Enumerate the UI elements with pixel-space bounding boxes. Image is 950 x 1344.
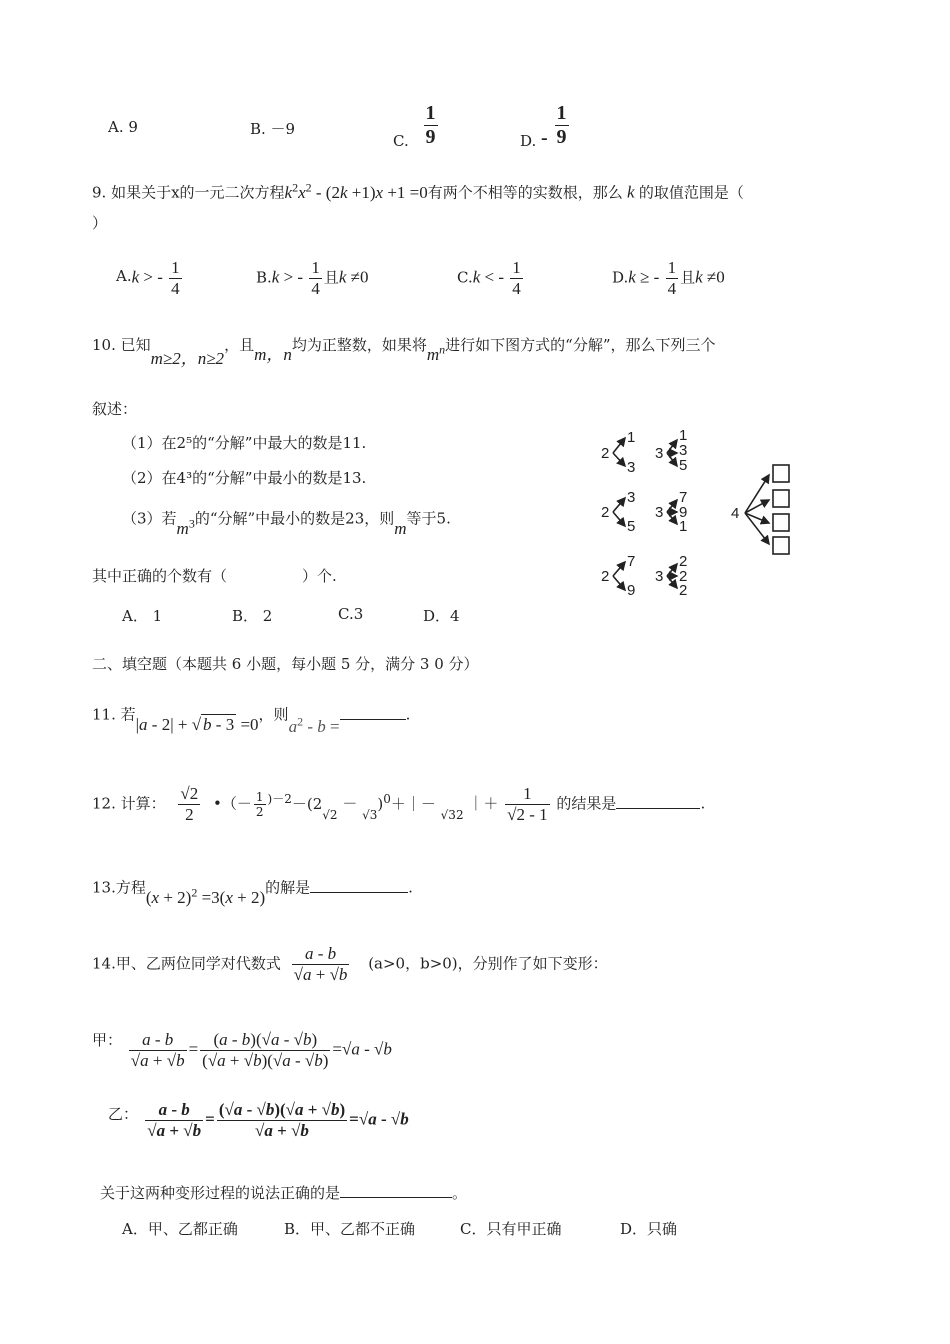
decomposition-figure <box>595 420 815 610</box>
q10-statement-2: （2）在4³的“分解”中最小的数是13. <box>122 469 367 487</box>
q8-option-b: B. －9 <box>250 120 296 138</box>
q9-stem-end: ） <box>92 214 108 232</box>
q14-yi: 乙： $\frac{a - b}{√a + √b}$ = $\frac{(√a - √b)(√a + √b)}{√a + √b}$ =√a - √b <box>108 1100 409 1140</box>
fig-num: 2 <box>679 553 688 570</box>
fig-base: 3 <box>655 445 664 462</box>
fig-num: 7 <box>627 553 636 570</box>
q14-stem: 14.甲、乙两位同学对代数式 $\frac{a - b}{√a + √b}$ (a>0，b>0)，分别作了如下变形： <box>92 944 608 984</box>
q14-option-a: A．甲、乙都正确 <box>122 1220 238 1238</box>
fig-num: 5 <box>679 457 688 474</box>
fig-num: 9 <box>627 582 636 599</box>
q10-statement-3: （3）若$m^3$的“分解”中最小的数是23，则m等于5. <box>122 509 451 538</box>
q10-question: 其中正确的个数有（ ）个. <box>92 567 337 585</box>
q10-narrative-label: 叙述： <box>92 400 138 418</box>
q14-jia: 甲： $\frac{a - b}{√a + √b}$ = $\frac{(a - b)(√a - √b)}{(√a + √b)(√a - √b)}$ =√a - √b <box>92 1030 392 1070</box>
q14-question: 关于这两种变形过程的说法正确的是 。 <box>100 1184 468 1202</box>
fig-base: 3 <box>655 568 664 585</box>
q11: 11. 若|a - 2| + √ b - 3 =0，则$a^2$ - b =. <box>92 705 411 736</box>
fig-base: 2 <box>601 568 610 585</box>
section-heading: 二、填空题（本题共 6 小题，每小题 5 分，满分 3 0 分） <box>92 655 479 673</box>
fig-num: 3 <box>627 459 636 476</box>
fig-base: 2 <box>601 504 610 521</box>
q10-statement-1: （1）在2⁵的“分解”中最大的数是11. <box>122 434 367 452</box>
q9-option-d: D.k ≥ - $\frac{1}{4}$ 且k ≠0 <box>612 258 725 298</box>
q10-stem: 10. 已知m≥2，n≥2，且m，n均为正整数，如果将$m^n$进行如下图方式的“分解”，那么下列三个 <box>92 336 716 368</box>
q10-option-a: A． 1 <box>122 607 163 625</box>
fig-num: 9 <box>679 504 688 521</box>
fig-num: 2 <box>679 582 688 599</box>
q10-option-b: B． 2 <box>232 607 273 625</box>
fig-num: 7 <box>679 489 688 506</box>
q9-stem: 9. 如果关于x的一元二次方程$k^2x^2 - (2k +1)x +1 =0$有两个不相等的实数根，那么 k 的取值范围是（ <box>92 180 744 202</box>
q8-option-c: C. $\frac{1}{9}$ <box>393 102 436 150</box>
q14-option-d: D．只确 <box>620 1220 678 1238</box>
q9-option-b: B.k > - $\frac{1}{4}$ 且k ≠0 <box>256 258 369 298</box>
fig-num: 2 <box>679 568 688 585</box>
fig-base: 2 <box>601 445 610 462</box>
fig-base: 4 <box>731 505 740 522</box>
q14-option-b: B．甲、乙都不正确 <box>284 1220 416 1238</box>
q8-option-d: D. - $\frac{1}{9}$ <box>520 102 567 150</box>
q14-option-c: C．只有甲正确 <box>460 1220 562 1238</box>
q9-option-c: C.k < - $\frac{1}{4}$ <box>457 258 521 298</box>
q10-option-d: D．4 <box>423 607 460 625</box>
q13: 13.方程$(x + 2)^2 =3(x + 2)$的解是 . <box>92 878 413 907</box>
fig-num: 1 <box>679 518 688 535</box>
q10-option-c: C.3 <box>338 605 364 623</box>
q9-option-a: A.k > - $\frac{1}{4}$ <box>116 258 180 298</box>
q12: 12. 计算： $\frac{√2}{2}$ •（－ $\frac{1}{2}$ $^{)-2}-(2_{√2}$ － $_{√3})^0+|- _{√32}$ ｜＋ $\frac{1}{√2 - 1}$ 的结果是 . <box>92 784 706 824</box>
fig-num: 3 <box>627 489 636 506</box>
fig-num: 1 <box>627 429 636 446</box>
fig-num: 3 <box>679 442 688 459</box>
fig-num: 5 <box>627 518 636 535</box>
fig-num: 1 <box>679 427 688 444</box>
fig-base: 3 <box>655 504 664 521</box>
q8-option-a: A. 9 <box>108 118 138 136</box>
